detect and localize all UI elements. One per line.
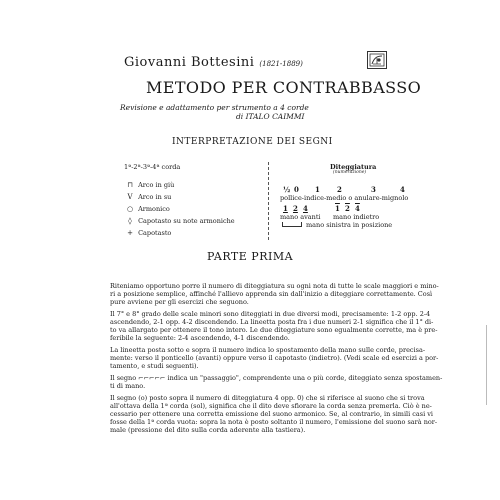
fingering-number: 0 xyxy=(294,185,299,194)
legend-item xyxy=(124,181,174,189)
legend-label: Arco in giù xyxy=(138,181,175,189)
up-bow-icon: V xyxy=(127,193,133,201)
paragraph-line: male (pressione del dito sulla corda aderente alla tastiera). xyxy=(110,426,306,434)
author-name: Giovanni Bottesini xyxy=(124,55,255,70)
paragraph-line: cessario per ottenere una corretta emissione del suono armonico. Se, al contrario, in simili casi vi xyxy=(110,410,433,418)
section-title: INTERPRETAZIONE DEI SEGNI xyxy=(172,137,333,147)
paragraph-line: feribile la seguente: 2-4 ascendendo, 4-1 discendendo. xyxy=(110,334,290,342)
legend-item xyxy=(124,229,171,237)
paragraph-line: Il 7° e 8° grado delle scale minori sono diteggiati in due diversi modi, precisamente: 1-2 opp. 2-4 xyxy=(110,310,431,318)
paragraph-line: mente: verso il ponticello (avanti) oppure verso il capotasto (indietro). (Vedi scale ed esercizi a por- xyxy=(110,354,439,362)
legend-label: Armonico xyxy=(138,205,170,213)
fingering-number: ½ xyxy=(283,185,291,194)
fingering-subheading: (numerazione) xyxy=(333,170,367,175)
legend-item xyxy=(124,193,171,201)
fingering-names: pollice-indice-medio o anulare-mignolo xyxy=(280,194,409,202)
harmonic-icon: ○ xyxy=(126,205,134,213)
legend-label: Arco in su xyxy=(138,193,172,201)
page-title: METODO PER CONTRABBASSO xyxy=(146,78,422,97)
author-dates: (1821-1889) xyxy=(259,60,303,68)
page-edge-shadow xyxy=(486,325,487,405)
fingering-number: 3 xyxy=(371,185,376,194)
author-line xyxy=(124,55,303,70)
paragraph-line: fosse della 1ª corda vuota: sopra la nota è posto soltanto il numero, l'emissione del suono sarà nor- xyxy=(110,418,438,426)
fingering-number: 4 xyxy=(355,204,360,213)
thumb-position-icon: + xyxy=(127,229,133,237)
paragraph-line: to va allargato per ottenere il tono intero. Le due diteggiature sono egualmente corrette, ma è pre- xyxy=(110,326,438,334)
fingering-number: 2 xyxy=(337,185,342,194)
legend-heading: 1ª-2ª-3ª-4ª corda xyxy=(124,163,181,171)
paragraph-line: ascendendo, 2-1 opp. 4-2 discendendo. La lineetta posta fra i due numeri 2-1 significa che il 1° di- xyxy=(110,318,434,326)
fingering-number: 1 xyxy=(315,185,320,194)
paragraph-line: tamento, e studi seguenti). xyxy=(110,362,199,370)
paragraph-line: all'ottava della 1ª corda (sol), significa che il dito deve sfiorare la corda senza premerla. Ciò è ne- xyxy=(110,402,432,410)
subtitle: Revisione e adattamento per strumento a 4 corde xyxy=(120,103,309,112)
fingering-heading: Diteggiatura xyxy=(330,163,377,171)
fingering-number: 4 xyxy=(400,185,405,194)
legend-item xyxy=(124,205,170,213)
fingering-number: 4 xyxy=(303,204,308,213)
paragraph-line: ti di mano. xyxy=(110,382,146,390)
paragraph-line: Riteniamo opportuno porre il numero di diteggiatura su ogni nota di tutte le scale maggiori e mino- xyxy=(110,282,439,290)
paragraph-line: ri a posizione semplice, affinché l'allievo apprenda sin dall'inizio a diteggiare correttamente. Così xyxy=(110,290,433,298)
part-title: PARTE PRIMA xyxy=(207,250,294,263)
position-label: mano sinistra in posizione xyxy=(306,221,393,229)
hand-back-label: mano indietro xyxy=(333,213,380,221)
fingering-number: 2 xyxy=(293,204,298,213)
publisher-logo-icon xyxy=(367,51,387,69)
fingering-number: 2 xyxy=(345,204,350,213)
legend-item xyxy=(124,217,235,225)
paragraph-line: pure avviene per gli esercizi che seguono. xyxy=(110,298,249,306)
reviser-credit: di ITALO CAIMMI xyxy=(236,112,305,121)
harmonic-thumb-icon: ◊ xyxy=(128,217,132,225)
position-bracket xyxy=(282,222,302,227)
column-divider xyxy=(268,162,270,240)
paragraph-line: Il segno ⌐⌐⌐⌐⌐ indica un "passaggio", comprendente una o più corde, diteggiato senza spostamen- xyxy=(110,374,443,382)
hand-forward-label: mano avanti xyxy=(280,213,321,221)
fingering-number: 1 xyxy=(283,204,288,213)
legend-label: Capotasto su note armoniche xyxy=(138,217,235,225)
legend-label: Capotasto xyxy=(138,229,172,237)
fingering-number: 1 xyxy=(335,204,340,213)
down-bow-icon: ⊓ xyxy=(127,181,133,189)
paragraph-line: La lineetta posta sotto e sopra il numero indica lo spostamento della mano sulle corde, precisa- xyxy=(110,346,426,354)
paragraph-line: Il segno (o) posto sopra il numero di diteggiatura 4 opp. 0) che si riferisce al suono che si trova xyxy=(110,394,425,402)
